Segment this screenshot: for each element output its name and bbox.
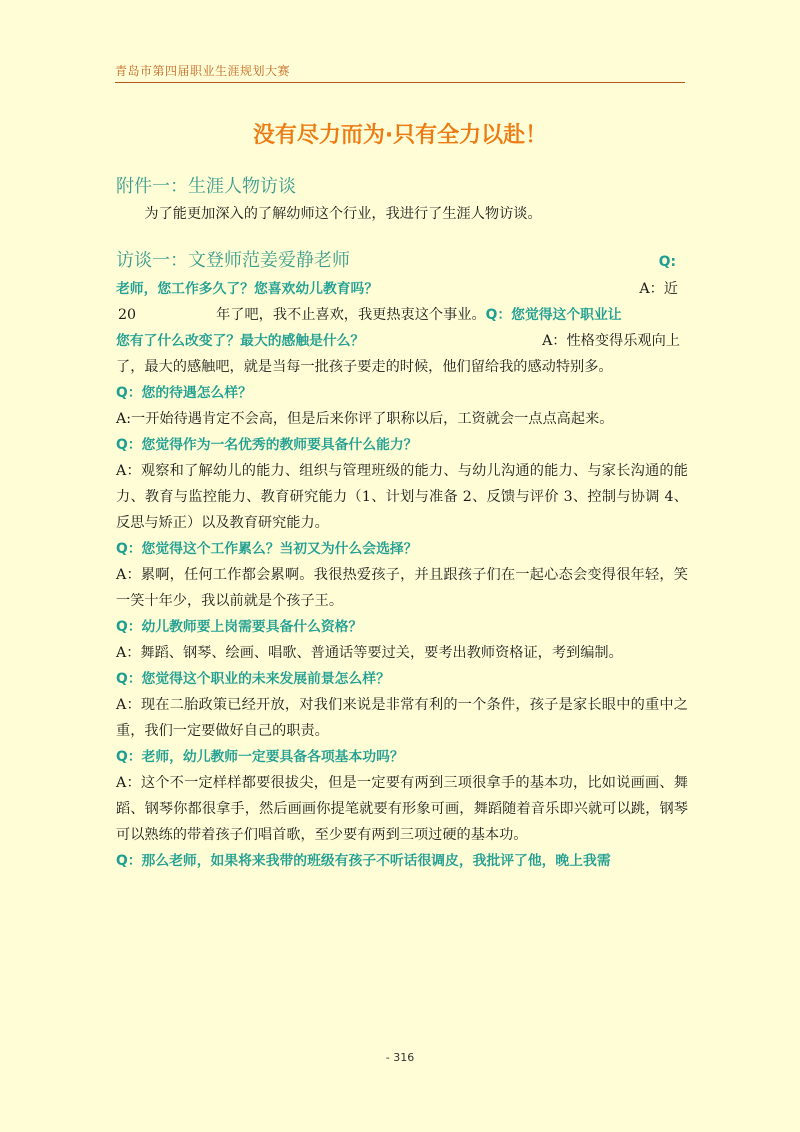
- question-marker: Q:: [658, 254, 676, 270]
- page-title: 没有尽力而为·只有全力以赴！: [252, 123, 548, 148]
- answer-2-lead: A：性格变得乐观向上: [542, 333, 680, 349]
- answer-7: A：现在二胎政策已经开放，对我们来说是非常有利的一个条件，孩子是家长眼中的重中之重，我们一定要做好自己的职责。: [116, 697, 688, 739]
- question-2-row: [116, 328, 688, 354]
- appendix-heading: 附件一：生涯人物访谈: [116, 176, 296, 197]
- question-1-row: [116, 276, 688, 302]
- competition-name: 青岛市第四届职业生涯规划大赛: [115, 64, 291, 78]
- interview-heading-row: [116, 247, 688, 276]
- question-2-end: 您有了什么改变了？最大的感触是什么？: [116, 333, 365, 349]
- question-9: Q：那么老师，如果将来我带的班级有孩子不听话很调皮，我批评了他，晚上我需: [116, 853, 611, 869]
- intro-paragraph: 为了能更加深入的了解幼师这个行业，我进行了生涯人物访谈。: [144, 206, 542, 222]
- question-2-start: Q：您觉得这个职业让: [485, 307, 622, 323]
- question-5: Q：您觉得这个工作累么？当初又为什么会选择？: [116, 541, 418, 557]
- question-6: Q：幼儿教师要上岗需要具备什么资格？: [116, 619, 363, 635]
- answer-5: A：累啊，任何工作都会累啊。我很热爱孩子，并且跟孩子们在一起心态会变得很年轻，笑一笑十年少，我以前就是个孩子王。: [116, 567, 688, 609]
- interview-heading: 访谈一：文登师范姜爱静老师: [116, 250, 350, 271]
- question-4: Q：您觉得作为一名优秀的教师要具备什么能力？: [116, 437, 418, 453]
- answer-1-lead: A：近: [639, 281, 678, 297]
- question-3: Q：您的待遇怎么样？: [116, 385, 252, 401]
- answer-4: A：观察和了解幼儿的能力、组织与管理班级的能力、与幼儿沟通的能力、与家长沟通的能力、教育与监控能力、教育研究能力（1、计划与准备 2、反馈与评价 3、控制与协调 4、反思与矫正）以及教育研究能力。: [116, 463, 688, 531]
- answer-1-row: [116, 302, 688, 328]
- page-header: [115, 60, 685, 83]
- question-7: Q：您觉得这个职业的未来发展前景怎么样？: [116, 671, 390, 687]
- document-body: [116, 173, 688, 874]
- answer-1-number: 20: [118, 307, 137, 323]
- answer-1-text: 年了吧，我不止喜欢，我更热衷这个事业。: [216, 307, 486, 323]
- answer-1-with-question-2: [216, 302, 688, 328]
- question-8: Q：老师，幼儿教师一定要具备各项基本功吗？: [116, 749, 404, 765]
- answer-8: A：这个不一定样样都要很拔尖，但是一定要有两到三项很拿手的基本功，比如说画画、舞蹈、钢琴你都很拿手，然后画画你提笔就要有形象可画，舞蹈随着音乐即兴就可以跳，钢琴可以熟练的带着孩子们唱首歌，至少要有两到三项过硬的基本功。: [116, 775, 688, 843]
- answer-6: A：舞蹈、钢琴、绘画、唱歌、普通话等要过关，要考出教师资格证，考到编制。: [116, 645, 623, 661]
- page-number: - 316: [385, 1051, 415, 1064]
- answer-2: 了，最大的感触吧，就是当每一批孩子要走的时候，他们留给我的感动特别多。: [116, 359, 613, 375]
- question-1: 老师，您工作多久了？您喜欢幼儿教育吗？: [116, 281, 379, 297]
- answer-3: A:一开始待遇肯定不会高，但是后来你评了职称以后，工资就会一点点高起来。: [116, 411, 614, 427]
